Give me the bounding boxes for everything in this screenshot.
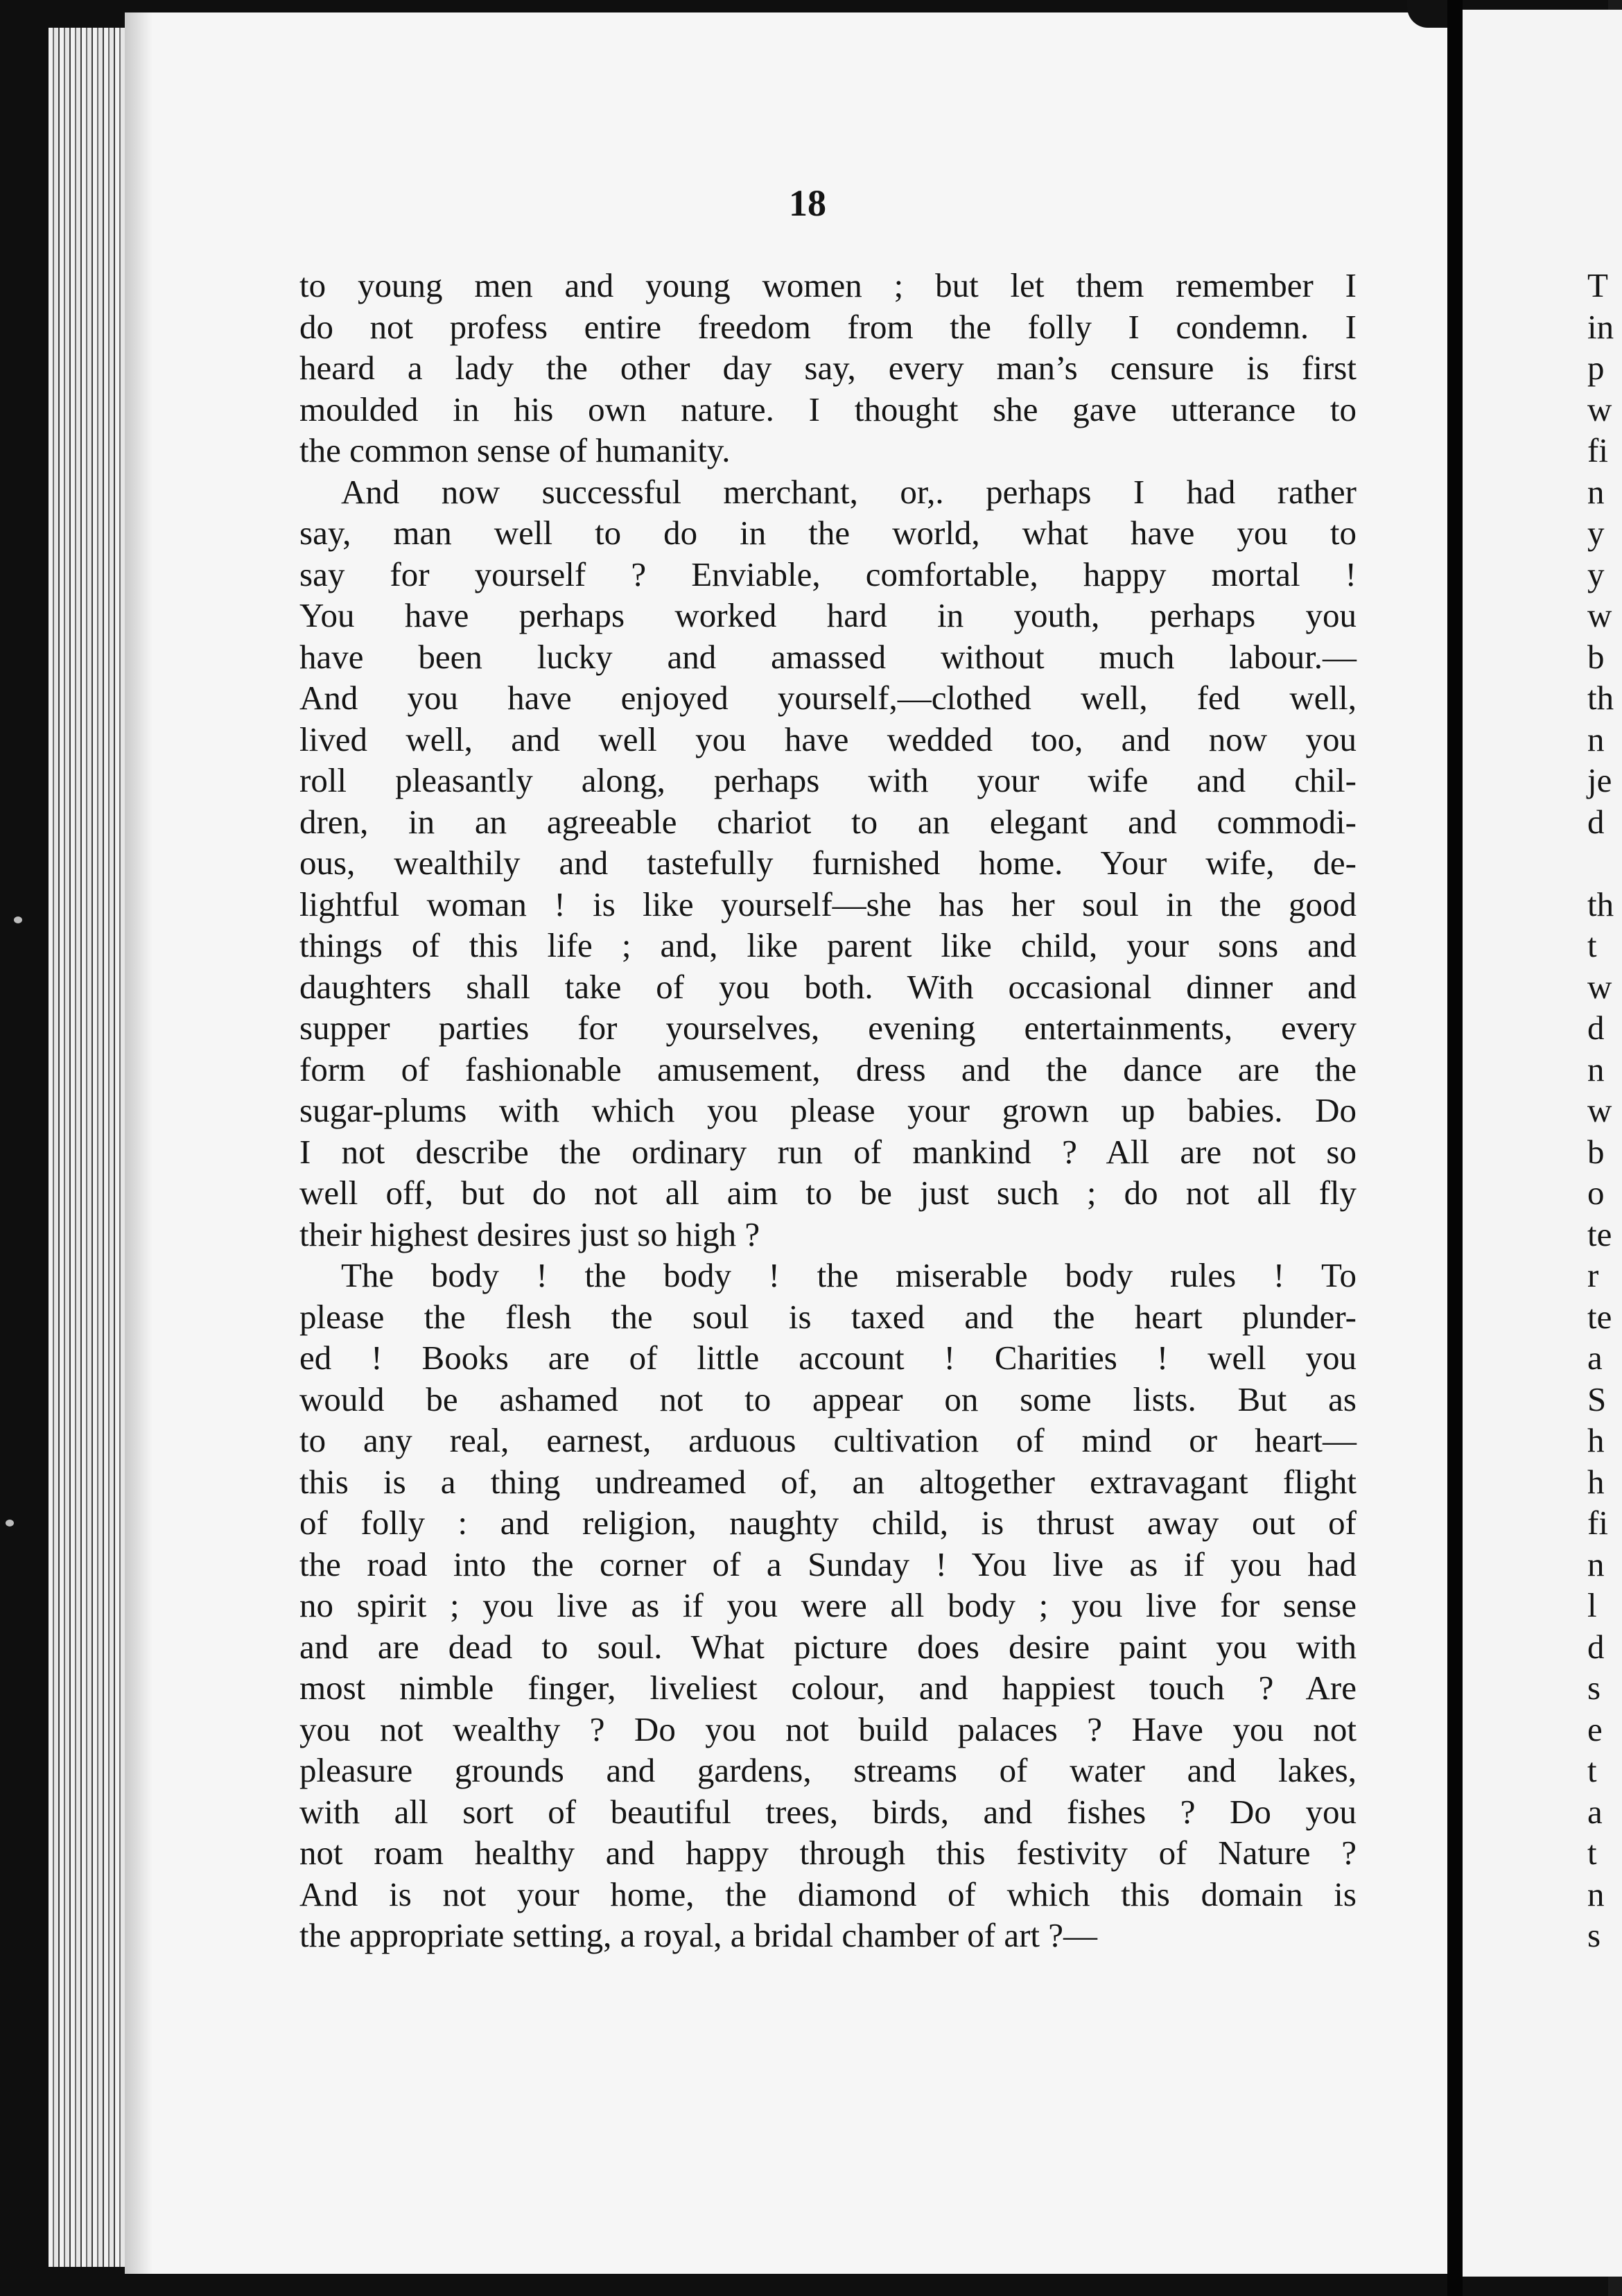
- text-line: to young men and young women ; but let them remember I: [299, 266, 1357, 304]
- facing-page-fragment: te: [1587, 1215, 1612, 1253]
- text-line: daughters shall take of you both. With occasional dinner and: [299, 967, 1357, 1006]
- paragraph: [299, 471, 1357, 1255]
- text-line: this is a thing undreamed of, an altogether extravagant flight: [299, 1462, 1357, 1501]
- text-line: of folly : and religion, naughty child, is thrust away out of: [299, 1504, 1357, 1542]
- text-line: please the flesh the soul is taxed and the heart plunder-: [299, 1297, 1357, 1336]
- facing-page-fragment: d: [1587, 1627, 1605, 1666]
- facing-page-fragment: h: [1587, 1421, 1605, 1459]
- body-text: [299, 265, 1357, 1956]
- text-line: you not wealthy ? Do you not build palaces ? Have you not: [299, 1710, 1357, 1748]
- facing-page-fragment: th: [1587, 679, 1614, 717]
- facing-page-fragment: a: [1587, 1339, 1603, 1377]
- facing-page-fragment: n: [1587, 1875, 1605, 1913]
- text-line: And is not your home, the diamond of which this domain is: [299, 1875, 1357, 1913]
- facing-page-fragment: fi: [1587, 431, 1608, 469]
- text-line: the common sense of humanity.: [299, 431, 731, 469]
- book-gutter: [1447, 0, 1463, 2296]
- text-line: the appropriate setting, a royal, a bridal chamber of art ?—: [299, 1916, 1098, 1954]
- scan-speck: [6, 1520, 14, 1527]
- text-line: say, man well to do in the world, what have you to: [299, 514, 1357, 552]
- facing-page-fragment: a: [1587, 1792, 1603, 1831]
- page-shadow: [125, 12, 152, 2274]
- facing-page-fragment: n: [1587, 1050, 1605, 1088]
- text-line: well off, but do not all aim to be just such ; do not all fly: [299, 1174, 1357, 1212]
- text-line: I not describe the ordinary run of mankind ? All are not so: [299, 1132, 1357, 1171]
- facing-page-fragment: d: [1587, 802, 1605, 841]
- text-line: do not profess entire freedom from the folly I condemn. I: [299, 307, 1357, 346]
- facing-page-fragment: y: [1587, 514, 1605, 552]
- facing-page-fragment: n: [1587, 720, 1605, 758]
- scan-speck: [14, 916, 22, 923]
- facing-page-fragment: w: [1587, 1091, 1612, 1129]
- text-line: supper parties for yourselves, evening entertainments, every: [299, 1009, 1357, 1047]
- facing-page-fragment: t: [1587, 1834, 1597, 1872]
- facing-page-fragment: w: [1587, 596, 1612, 634]
- paragraph: [299, 1255, 1357, 1956]
- facing-page-fragment: l: [1587, 1586, 1597, 1624]
- text-line: lived well, and well you have wedded too, and now you: [299, 720, 1357, 758]
- facing-page-fragment: r: [1587, 1256, 1599, 1294]
- text-line: ous, wealthily and tastefully furnished home. Your wife, de-: [299, 844, 1357, 882]
- text-line: have been lucky and amassed without much labour.—: [299, 637, 1357, 676]
- text-line: and are dead to soul. What picture does desire paint you with: [299, 1627, 1357, 1666]
- text-line: ed ! Books are of little account ! Charities ! well you: [299, 1339, 1357, 1377]
- facing-page-fragment: fi: [1587, 1504, 1608, 1542]
- text-line: form of fashionable amusement, dress and the dance are the: [299, 1050, 1357, 1088]
- text-line: moulded in his own nature. I thought she gave utterance to: [299, 390, 1357, 428]
- text-line: not roam healthy and happy through this festivity of Nature ?: [299, 1834, 1357, 1872]
- facing-page-fragment: n: [1587, 1545, 1605, 1583]
- facing-page-fragment: w: [1587, 390, 1612, 428]
- text-line: pleasure grounds and gardens, streams of water and lakes,: [299, 1751, 1357, 1789]
- text-line: no spirit ; you live as if you were all body ; you live for sense: [299, 1586, 1357, 1624]
- facing-page-fragment: T: [1587, 266, 1608, 304]
- facing-page-fragment: o: [1587, 1174, 1605, 1212]
- text-line: heard a lady the other day say, every man’s censure is first: [299, 349, 1357, 387]
- facing-page-fragment: b: [1587, 637, 1605, 676]
- text-line: And you have enjoyed yourself,—clothed well, fed well,: [299, 679, 1357, 717]
- facing-page-fragment: S: [1587, 1380, 1607, 1418]
- book-binding-edge: [49, 28, 132, 2267]
- facing-page-fragment: b: [1587, 1132, 1605, 1171]
- text-line: would be ashamed not to appear on some lists. But as: [299, 1380, 1357, 1418]
- paragraph: [299, 265, 1357, 471]
- facing-page-fragment: p: [1587, 349, 1605, 387]
- text-line: And now successful merchant, or,. perhaps I had rather: [341, 472, 1357, 511]
- facing-page-fragment: h: [1587, 1462, 1605, 1501]
- text-line: most nimble finger, liveliest colour, and happiest touch ? Are: [299, 1669, 1357, 1707]
- facing-page-fragment: t: [1587, 1751, 1597, 1789]
- text-line: say for yourself ? Enviable, comfortable, happy mortal !: [299, 555, 1357, 593]
- facing-page-fragment: e: [1587, 1710, 1603, 1748]
- facing-page-fragment: s: [1587, 1916, 1601, 1954]
- facing-page-fragment: je: [1587, 761, 1612, 799]
- text-line: the road into the corner of a Sunday ! You live as if you had: [299, 1545, 1357, 1583]
- text-line: The body ! the body ! the miserable body rules ! To: [341, 1256, 1357, 1294]
- facing-page-fragment: s: [1587, 1669, 1601, 1707]
- facing-page-fragment: w: [1587, 967, 1612, 1006]
- text-line: lightful woman ! is like yourself—she has her soul in the good: [299, 885, 1357, 923]
- page-number: 18: [789, 182, 826, 224]
- facing-page-fragment: t: [1587, 926, 1597, 964]
- facing-page-fragment: y: [1587, 555, 1605, 593]
- text-line: their highest desires just so high ?: [299, 1215, 760, 1253]
- facing-page-fragment: in: [1587, 307, 1614, 346]
- text-line: things of this life ; and, like parent like child, your sons and: [299, 926, 1357, 964]
- text-line: dren, in an agreeable chariot to an elegant and commodi-: [299, 802, 1357, 841]
- text-line: to any real, earnest, arduous cultivation of mind or heart—: [299, 1421, 1357, 1459]
- text-line: sugar-plums with which you please your grown up babies. Do: [299, 1091, 1357, 1129]
- facing-page-fragment: d: [1587, 1009, 1605, 1047]
- text-line: You have perhaps worked hard in youth, perhaps you: [299, 596, 1357, 634]
- text-line: with all sort of beautiful trees, birds, and fishes ? Do you: [299, 1792, 1357, 1831]
- text-line: roll pleasantly along, perhaps with your wife and chil-: [299, 761, 1357, 799]
- facing-page-fragment: th: [1587, 885, 1614, 923]
- facing-page-fragment: n: [1587, 472, 1605, 511]
- facing-page-fragment: te: [1587, 1297, 1612, 1336]
